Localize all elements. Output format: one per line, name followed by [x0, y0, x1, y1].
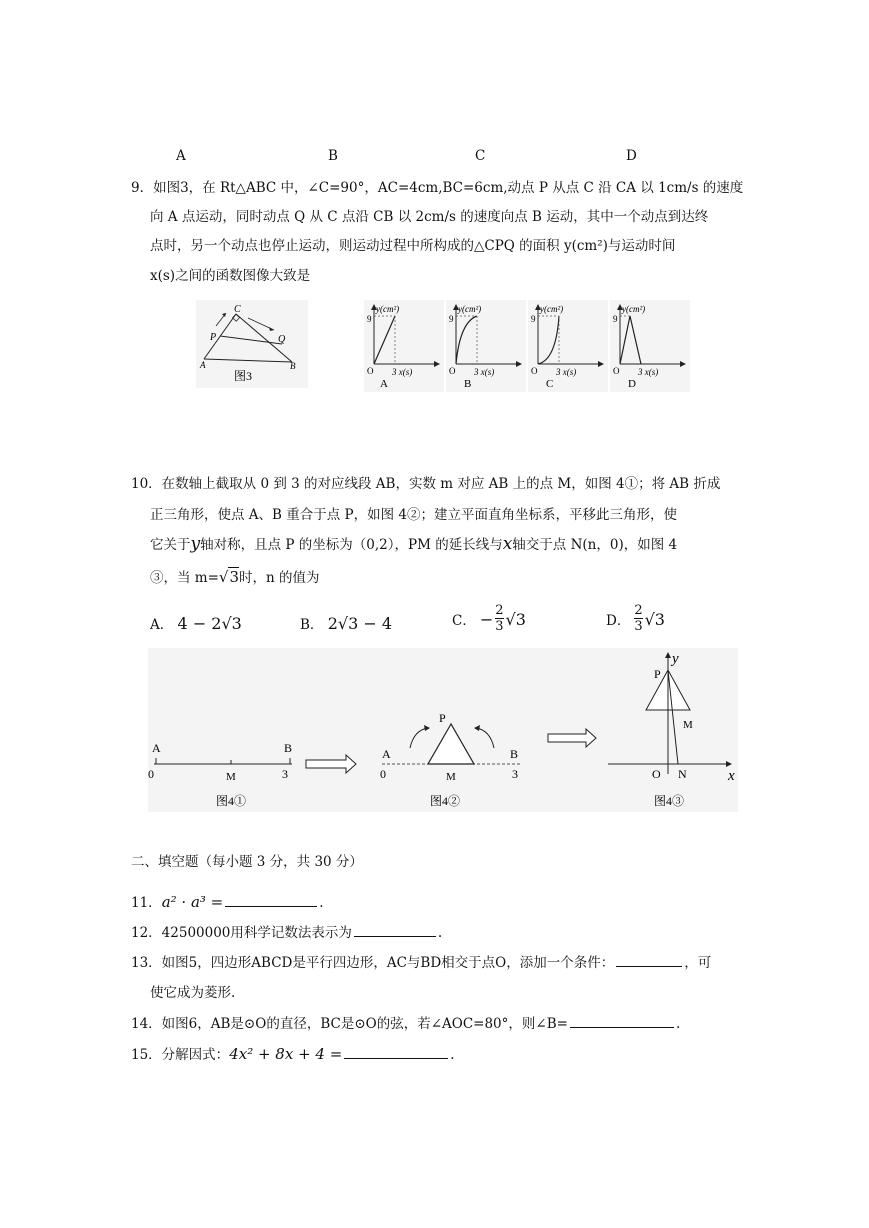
q12	[131, 921, 442, 941]
q10-option-c-label: C．	[452, 613, 476, 629]
q10-option-b-expr: 2√3 − 4	[327, 614, 393, 633]
q14-text: 14．如图6，AB是⊙O的直径，BC是⊙O的弦，若∠AOC=80°，则∠B=	[131, 1016, 568, 1032]
q10-option-d-root: √3	[644, 609, 665, 629]
q15-answer-blank[interactable]	[344, 1044, 448, 1059]
q13-answer-blank[interactable]	[616, 952, 682, 967]
graph-d-y9: 9	[613, 314, 618, 324]
graph-b-y9: 9	[449, 314, 454, 324]
fig4a-label-a: A	[152, 741, 161, 755]
q10-x-var: x	[502, 534, 513, 554]
q14	[131, 1012, 680, 1032]
graph-d-origin: O	[613, 366, 620, 376]
fig4b-label-b: B	[510, 747, 519, 761]
q10-line-4-b: 时，n 的值为	[239, 570, 320, 586]
fig4a-label-3: 3	[282, 767, 288, 781]
figure-3-triangle	[196, 300, 308, 388]
graph-d-ylabel: y(cm²)	[622, 304, 646, 314]
fig4b-label-0: 0	[380, 767, 386, 781]
q12-text: 12．42500000用科学记数法表示为	[131, 925, 352, 941]
graph-c-caption: C	[546, 378, 554, 390]
q12-end: .	[437, 925, 443, 941]
q11-number: 11．	[131, 895, 162, 911]
graph-b-xlabel: 3 x(s)	[474, 367, 495, 377]
q8-option-c: C	[475, 148, 486, 164]
q10-option-c-num: 2	[495, 603, 504, 618]
graph-d-xlabel: 3 x(s)	[638, 367, 659, 377]
fig4a-label-b: B	[284, 741, 293, 755]
graph-c-ylabel: y(cm²)	[540, 304, 564, 314]
q11-end: .	[319, 895, 324, 911]
fig4a-label-m: M	[226, 771, 236, 783]
q9-line-1: 9．如图3，在 Rt△ABC 中，∠C=90°，AC=4cm,BC=6cm,动点 P 从点 C 沿 CA 以 1cm/s 的速度	[131, 180, 744, 196]
q10-line-4-a: ③，当 m=	[150, 570, 219, 586]
fig4c-label-x: x	[728, 768, 735, 784]
q10-option-c	[452, 604, 526, 634]
fig3-label-p: P	[210, 332, 217, 343]
graph-option-d	[610, 300, 690, 392]
graph-a-xlabel: 3 x(s)	[392, 367, 413, 377]
fig4c-label-o: O	[652, 767, 661, 781]
q10-option-d-num: 2	[634, 603, 643, 618]
q13-line-1	[131, 951, 711, 971]
q14-end: .	[675, 1016, 681, 1032]
q8-option-a: A	[176, 148, 186, 164]
graph-option-a	[364, 300, 444, 392]
fig4c-caption: 图4③	[654, 794, 685, 808]
section-2-title: 二、填空题（每小题 3 分，共 30 分）	[131, 854, 363, 870]
q9-line-4: x(s)之间的函数图像大致是	[150, 268, 311, 284]
graph-b-caption: B	[464, 378, 472, 390]
graph-d-caption: D	[628, 378, 636, 390]
graph-a-caption: A	[380, 378, 388, 390]
graph-c-origin: O	[531, 366, 538, 376]
q10-option-d	[606, 604, 665, 634]
q10-option-a	[150, 613, 242, 633]
q10-line-4: ③，当 m=√3时，n 的值为	[150, 568, 320, 586]
q9-line-2: 向 A 点运动，同时动点 Q 从 C 点沿 CB 以 2cm/s 的速度向点 B 运动，其中一个动点到达终	[150, 209, 709, 225]
fig4a-caption: 图4①	[216, 794, 247, 808]
q10-sqrt3: 3	[229, 568, 240, 586]
graph-c-xlabel: 3 x(s)	[556, 367, 577, 377]
fig4c-label-y: y	[672, 651, 679, 667]
figure-4-panel	[148, 648, 738, 812]
fig4c-label-m: M	[683, 719, 693, 731]
q11	[131, 891, 324, 911]
q8-option-d: D	[626, 148, 637, 164]
q10-line-2: 正三角形，使点 A、B 重合于点 P，如图 4②；建立平面直角坐标系，平移此三角形，使	[150, 507, 678, 523]
q13-text: 13．如图5，四边形ABCD是平行四边形，AC与BD相交于点O，添加一个条件：	[131, 955, 615, 971]
q10-option-c-den: 3	[495, 619, 504, 634]
q12-answer-blank[interactable]	[354, 922, 436, 937]
q10-option-d-label: D．	[606, 613, 631, 629]
fig4b-label-a: A	[382, 747, 391, 761]
q11-answer-blank[interactable]	[225, 892, 317, 907]
fig4c-label-p: P	[654, 667, 661, 681]
q10-line-3-c: 轴交于点 N(n，0)，如图 4	[512, 537, 678, 553]
q10-option-d-den: 3	[634, 619, 643, 634]
q10-option-b	[300, 613, 392, 633]
q10-line-3-a: 它关于	[150, 537, 191, 553]
q11-expr: a² · a³ =	[161, 893, 224, 911]
q13-line-2: 使它成为菱形.	[150, 985, 236, 1001]
q10-line-3	[150, 533, 677, 554]
q10-option-a-label: A．	[150, 617, 174, 633]
graph-c-y9: 9	[531, 314, 536, 324]
fig4c-label-n: N	[678, 767, 687, 781]
q10-option-b-label: B．	[300, 617, 324, 633]
fig4b-caption: 图4②	[430, 794, 461, 808]
q10-line-1: 10．在数轴上截取从 0 到 3 的对应线段 AB，实数 m 对应 AB 上的点 M，如图 4①；将 AB 折成	[131, 476, 721, 492]
q15-text: 15．分解因式：	[131, 1047, 230, 1063]
fig4b-label-3: 3	[512, 767, 518, 781]
fig3-label-a: A	[200, 360, 206, 370]
graph-a-y9: 9	[367, 314, 372, 324]
fig3-label-c: C	[234, 304, 241, 315]
q8-option-b: B	[328, 148, 338, 164]
fig4a-label-0: 0	[148, 767, 154, 781]
q9-line-3: 点时，另一个动点也停止运动，则运动过程中所构成的△CPQ 的面积 y(cm²)与运动时间	[150, 238, 676, 254]
graph-a-origin: O	[367, 366, 374, 376]
fig3-label-b: B	[290, 361, 296, 371]
q10-y-var: y	[190, 534, 201, 554]
graph-b-origin: O	[449, 366, 456, 376]
q10-option-c-root: √3	[505, 609, 526, 629]
fig4b-label-p: P	[439, 711, 446, 725]
fig4b-label-m: M	[446, 771, 456, 783]
fig3-caption: 图3	[234, 369, 253, 383]
fig3-label-q: Q	[278, 334, 286, 345]
q15-end: .	[450, 1047, 455, 1063]
q15-expr: 4x² + 8x + 4 =	[229, 1045, 343, 1063]
q14-answer-blank[interactable]	[570, 1013, 674, 1028]
graph-option-b	[446, 300, 526, 392]
graph-a-ylabel: y(cm²)	[376, 304, 400, 314]
q10-line-3-b: 轴对称，且点 P 的坐标为（0,2），PM 的延长线与	[200, 537, 503, 553]
graph-b-ylabel: y(cm²)	[458, 304, 482, 314]
q15	[131, 1043, 455, 1063]
graph-option-c	[528, 300, 608, 392]
q10-option-c-sign: −	[479, 609, 494, 629]
q13-line-1-end: ，可	[684, 955, 712, 971]
q10-option-a-expr: 4 − 2√3	[177, 614, 242, 633]
